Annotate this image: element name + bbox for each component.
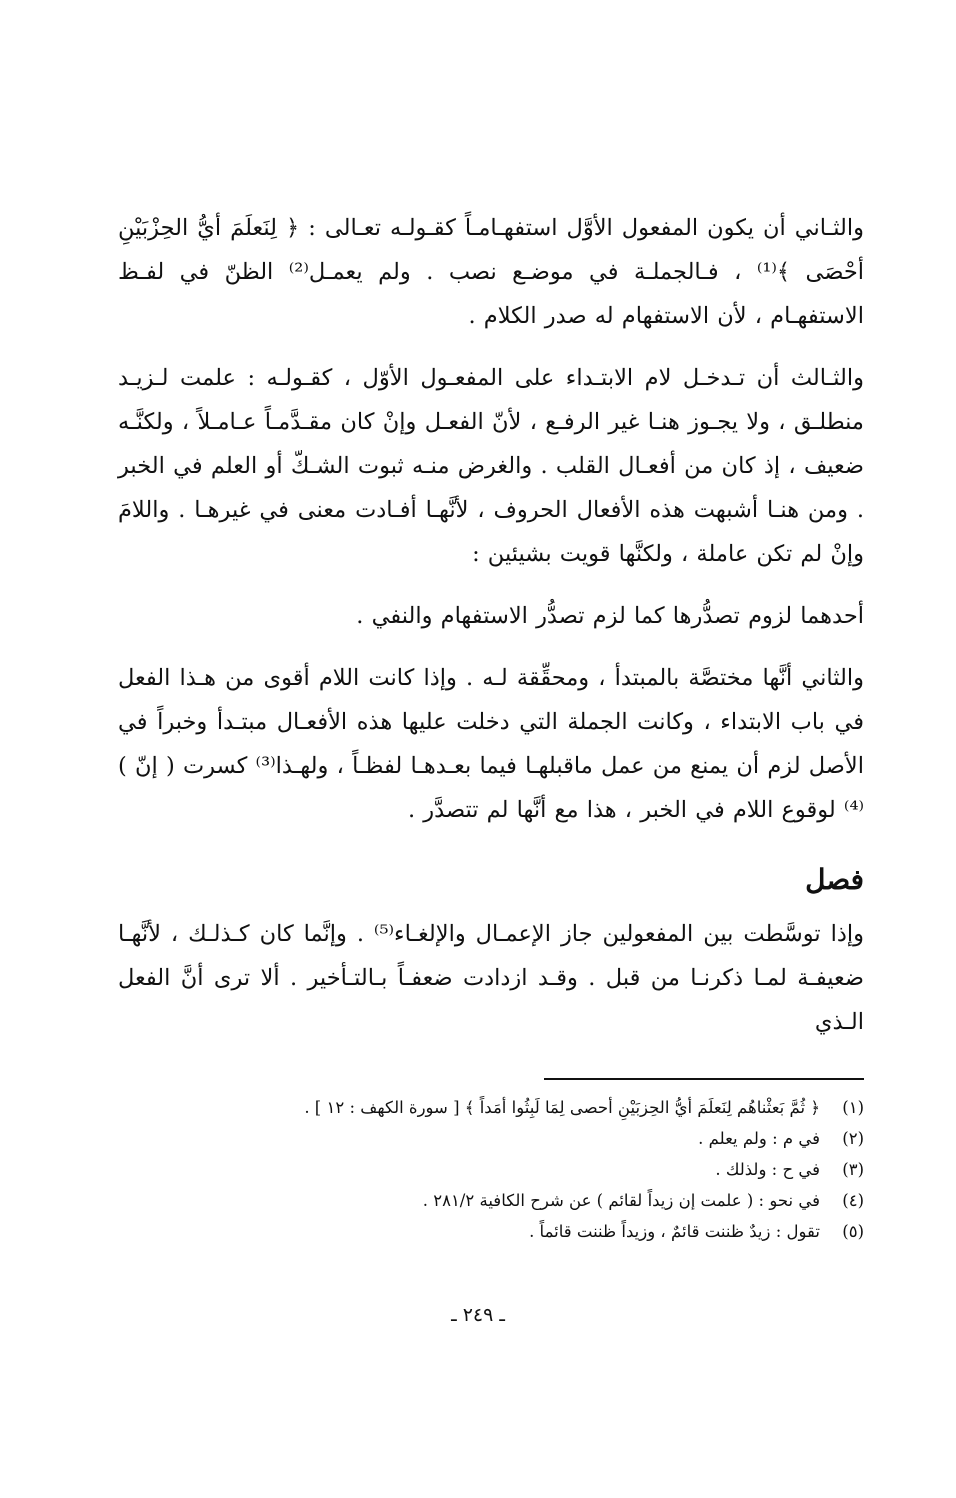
footnote-number: (٤) bbox=[842, 1191, 864, 1210]
footnote-text: في ح : ولذلك . bbox=[715, 1160, 820, 1179]
footnote-divider bbox=[544, 1078, 864, 1080]
section-heading: فصل bbox=[805, 863, 864, 896]
footnote-item bbox=[118, 1216, 864, 1247]
footnote-number: (١) bbox=[842, 1098, 864, 1117]
footnote-text: في م : ولم يعلم . bbox=[698, 1129, 820, 1148]
main-text bbox=[118, 206, 864, 1062]
footnote-item bbox=[118, 1123, 864, 1154]
footnote-item bbox=[118, 1185, 864, 1216]
footnotes bbox=[118, 1092, 864, 1247]
paragraph-second-case: والثـاني أن يكون المفعول الأوَّل استفهـامـاً كقـولـه تعـالى : ﴿ لِنَعلَمَ أيُّ الحِزْبَيْنِ أحْصَى ﴾⁽¹⁾ ، فـالجملـة في موضـع نصب . ولم يعمـل⁽²⁾ الظنّ في لفـظ الاستفهـام ، لأن الاستفهام له صدر الكلام . bbox=[118, 215, 864, 329]
paragraph-first-reason: أحدهما لزوم تصدُّرها كما لزم تصدُّر الاستفهام والنفي . bbox=[356, 603, 864, 629]
footnote-number: (٣) bbox=[842, 1160, 864, 1179]
page-number: ـ ٢٤٩ ـ bbox=[451, 1304, 505, 1326]
footnote-number: (٥) bbox=[842, 1222, 864, 1241]
footnote-text: ﴿ ثُمَّ بَعثْناهُم لِنَعلَمَ أيُّ الحِزبَيْنِ أحصى لِمَا لَبِثُوا أمَداً ﴾ [ سورة الكهف : ١٢ ] . bbox=[304, 1098, 820, 1117]
footnote-item bbox=[118, 1092, 864, 1123]
footnote-text: في نحو : ( علمت إن زيداً لقائم ) عن شرح الكافية ٢٨١/٢ . bbox=[422, 1191, 820, 1210]
footnote-item bbox=[118, 1154, 864, 1185]
footnote-number: (٢) bbox=[842, 1129, 864, 1148]
footnote-text: تقول : زيدٌ ظننت قائمٌ ، وزيداً ظننت قائماً . bbox=[529, 1222, 820, 1241]
paragraph-closing: وإذا توسَّطت بين المفعولين جاز الإعمـال والإلغـاء⁽⁵⁾ . وإنَّما كان كـذلـك ، لأنَّهـا ضعيفـة لمـا ذكرنـا من قبل . وقـد ازدادت ضعفـاً بـالتـأخير . ألا ترى أنَّ الفعل الـذي bbox=[118, 921, 865, 1035]
paragraph-third-case: والثـالث أن تـدخـل لام الابتـداء على المفعـول الأوّل ، كقـولـه : علمت لـزيـد منطلـق ، ولا يجـوز هنـا غير الرفـع ، لأنّ الفعـل وإنْ كان مقـدَّمـاً عـامـلاً ، ولكنَّـه ضعيف ، إذ كان من أفعـال القلب . والغرض منـه ثبوت الشـكّ أو العلم في الخبر . ومن هنـا أشبهت هذه الأفعال الحروف ، لأنَّهـا أفـادت معنى في غيرهـا . واللامَ وإنْ لم تكن عاملة ، ولكنَّها قويت بشيئين : bbox=[118, 365, 864, 567]
paragraph-second-reason: والثاني أنَّها مختصَّة بالمبتدأ ، ومحقِّقة لـه . وإذا كانت اللام أقوى من هـذا الفعل في باب الابتداء ، وكانت الجملة التي دخلت عليها هذه الأفعـال مبتـدأ وخبراً في الأصل لزم أن يمنع من عمل ماقبلهـا فيما بعـدهـا لفظـاً ، ولهـذا⁽³⁾ كسرت ( إنّ )⁽⁴⁾ لوقوع اللام في الخبر ، هذا مع أنَّها لم تتصدَّر . bbox=[118, 665, 864, 823]
